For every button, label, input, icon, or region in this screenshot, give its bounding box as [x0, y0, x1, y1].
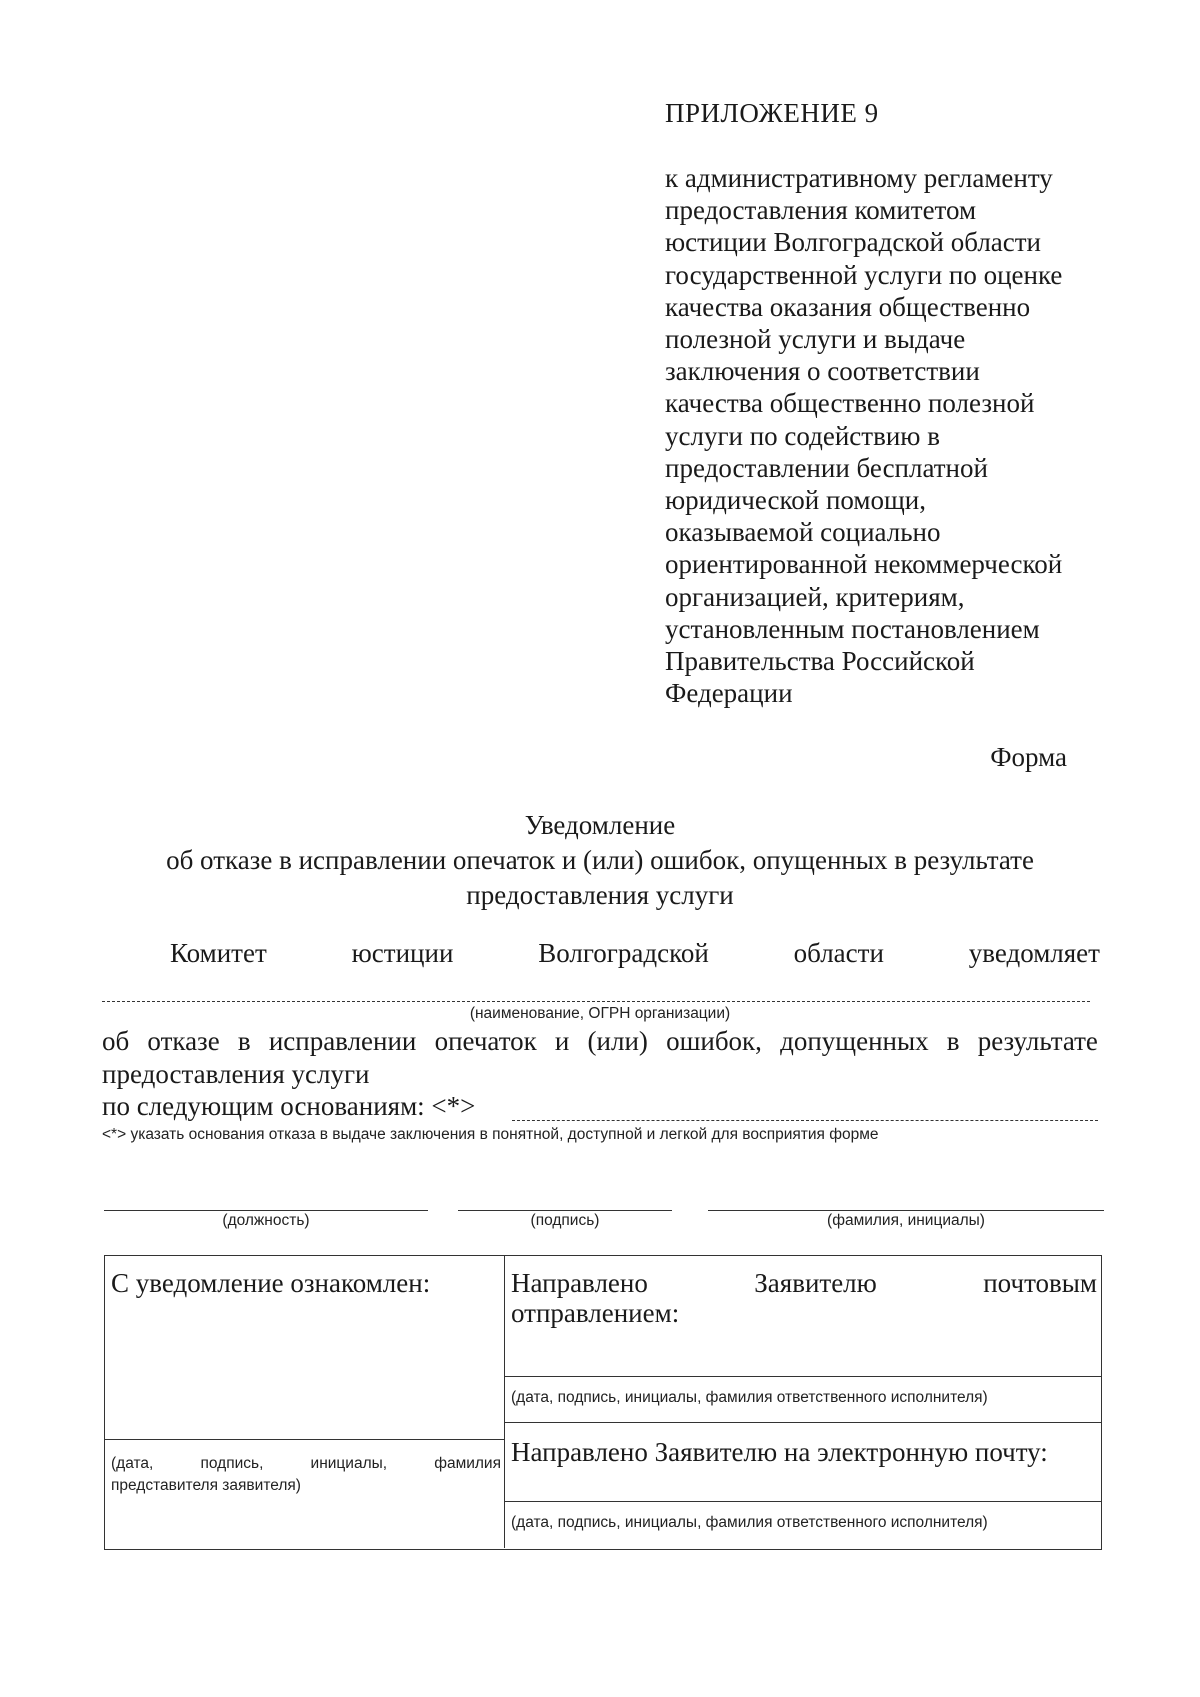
committee-word: юстиции	[351, 938, 454, 968]
refusal-word: об	[102, 1026, 130, 1056]
refusal-line-2: предоставления услуги	[102, 1059, 370, 1089]
refusal-word: в	[237, 1026, 251, 1056]
appendix-line: качества общественно полезной	[665, 388, 1035, 419]
signature-caption: (подпись)	[530, 1212, 600, 1229]
appendix-line: организацией, критериям,	[665, 581, 965, 612]
table-left-row-divider	[105, 1439, 505, 1440]
appendix-line: полезной услуги и выдаче	[665, 324, 966, 355]
refusal-word: (или)	[587, 1026, 648, 1056]
appendix-title: ПРИЛОЖЕНИЕ 9	[665, 98, 879, 128]
postal-word: Направлено	[511, 1268, 648, 1298]
executor-caption-postal: (дата, подпись, инициалы, фамилия ответственного исполнителя)	[511, 1389, 988, 1406]
refusal-word: отказе	[147, 1026, 220, 1056]
applicant-caption-word: инициалы,	[310, 1455, 388, 1472]
refusal-line-1	[102, 1025, 1098, 1058]
position-caption: (должность)	[222, 1212, 310, 1229]
appendix-line: предоставлении бесплатной	[665, 452, 988, 483]
refusal-word: допущенных	[780, 1026, 929, 1056]
appendix-line: Федерации	[665, 678, 793, 709]
refusal-word: опечаток	[434, 1026, 537, 1056]
acknowledgement-table	[104, 1255, 1102, 1550]
name-caption: (фамилия, инициалы)	[827, 1212, 985, 1229]
applicant-caption-line-2: представителя заявителя)	[111, 1477, 301, 1494]
applicant-caption-word: подпись,	[200, 1455, 264, 1472]
footnote: <*> указать основания отказа в выдаче заключения в понятной, доступной и легкой для восприятия форме	[102, 1126, 879, 1143]
postal-line-1	[511, 1268, 1097, 1298]
refusal-word: результате	[977, 1026, 1098, 1056]
refusal-word: и	[554, 1026, 570, 1056]
committee-word: Волгоградской	[538, 938, 709, 968]
position-line	[104, 1210, 428, 1211]
table-column-divider	[504, 1256, 505, 1548]
committee-word: области	[793, 938, 884, 968]
postal-sent-label	[511, 1268, 1097, 1328]
refusal-word: исправлении	[268, 1026, 417, 1056]
table-right-row-divider-1	[505, 1376, 1101, 1377]
email-sent-label: Направлено Заявителю на электронную почту:	[511, 1437, 1048, 1467]
appendix-line: качества оказания общественно	[665, 291, 1031, 322]
appendix-line: установленным постановлением	[665, 613, 1040, 644]
title-line-3: предоставления услуги	[466, 880, 734, 910]
committee-word: Комитет	[170, 938, 267, 968]
organization-caption: (наименование, ОГРН организации)	[469, 1005, 731, 1022]
applicant-caption-line-1	[111, 1453, 501, 1475]
appendix-line: юстиции Волгоградской области	[665, 227, 1042, 258]
applicant-caption-word: фамилия	[434, 1455, 501, 1472]
title-line-2: об отказе в исправлении опечаток и (или) ошибок, опущенных в результате	[166, 845, 1034, 875]
appendix-line: государственной услуги по оценке	[665, 259, 1063, 290]
document-title	[100, 808, 1100, 913]
postal-line-2: отправлением:	[511, 1298, 680, 1328]
refusal-statement	[102, 1025, 1098, 1091]
form-label: Форма	[990, 742, 1067, 772]
applicant-caption	[111, 1453, 501, 1497]
appendix-line: заключения о соответствии	[665, 356, 980, 387]
appendix-line: оказываемой социально	[665, 517, 941, 548]
refusal-word: в	[946, 1026, 960, 1056]
executor-caption-email: (дата, подпись, инициалы, фамилия ответственного исполнителя)	[511, 1514, 988, 1531]
organization-name-line	[102, 1001, 1090, 1002]
acknowledged-label: С уведомление ознакомлен:	[111, 1268, 431, 1298]
grounds-fill-line	[512, 1120, 1098, 1121]
appendix-line: юридической помощи,	[665, 485, 926, 516]
title-line-1: Уведомление	[524, 810, 676, 840]
name-line	[708, 1210, 1104, 1211]
appendix-line: ориентированной некоммерческой	[665, 549, 1063, 580]
grounds-label: по следующим основаниям: <*>	[102, 1091, 476, 1121]
table-right-row-divider-2	[505, 1422, 1101, 1423]
postal-word: почтовым	[983, 1268, 1097, 1298]
committee-word: уведомляет	[968, 938, 1100, 968]
appendix-line: предоставления комитетом	[665, 195, 977, 226]
appendix-line: Правительства Российской	[665, 646, 975, 677]
refusal-word: ошибок,	[666, 1026, 762, 1056]
signature-line	[458, 1210, 672, 1211]
committee-notifies-line	[170, 938, 1100, 969]
appendix-line: услуги по содействию в	[665, 420, 940, 451]
table-right-row-divider-3	[505, 1501, 1101, 1502]
appendix-line: к административному регламенту	[665, 163, 1053, 193]
postal-word: Заявителю	[754, 1268, 877, 1298]
appendix-description	[665, 162, 1105, 709]
applicant-caption-word: (дата,	[111, 1455, 154, 1472]
